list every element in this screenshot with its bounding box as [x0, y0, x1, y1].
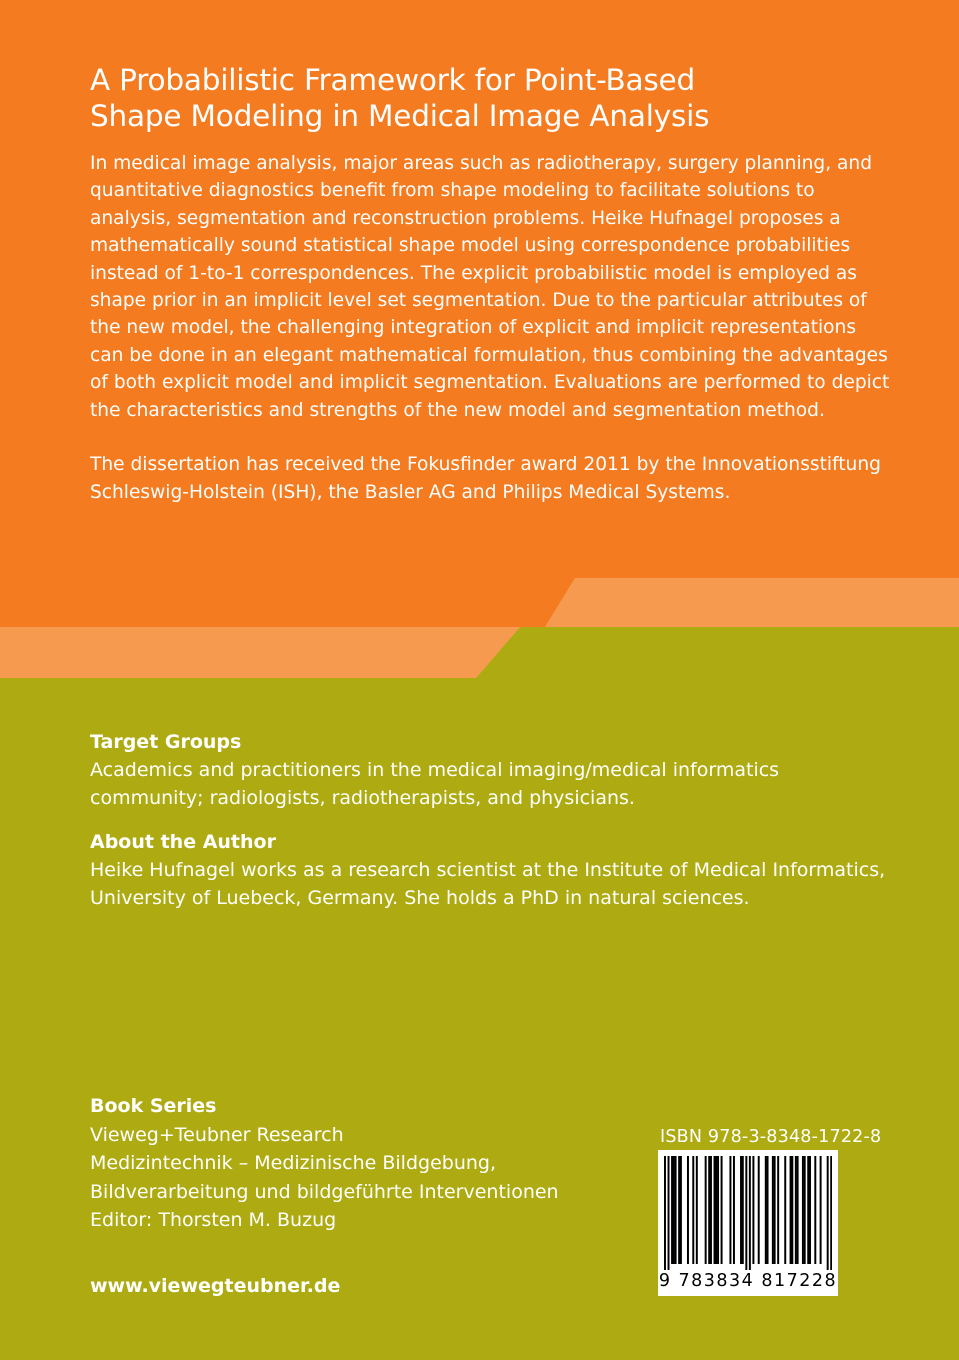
book-series-heading: Book Series	[90, 1095, 217, 1117]
barcode-bar	[749, 1156, 751, 1270]
isbn-label: ISBN 978-3-8348-1722-8	[660, 1127, 882, 1147]
book-series-line-4: Editor: Thorsten M. Buzug	[90, 1209, 337, 1231]
barcode-digits: 9 783834 817228	[658, 1271, 838, 1291]
about-author-heading: About the Author	[90, 831, 276, 853]
barcode-bar	[797, 1156, 799, 1264]
barcode-bar	[784, 1156, 786, 1264]
abstract	[90, 150, 890, 506]
barcode-bar	[708, 1156, 710, 1264]
barcode-bar	[772, 1156, 774, 1264]
barcode-bar	[765, 1156, 767, 1264]
barcode-bar	[767, 1156, 769, 1264]
barcode-bar	[827, 1156, 829, 1270]
barcode-bar	[790, 1156, 792, 1264]
barcode-bar	[758, 1156, 760, 1264]
barcode-bar	[804, 1156, 806, 1264]
barcode-bar	[752, 1156, 754, 1264]
barcode-bar	[668, 1156, 670, 1270]
barcode-bar	[705, 1156, 707, 1264]
about-author-section	[90, 828, 890, 912]
book-series-section	[90, 1092, 650, 1235]
target-groups-heading: Target Groups	[90, 731, 242, 753]
barcode-bar	[717, 1156, 719, 1264]
barcode-bar	[729, 1156, 731, 1264]
barcode-bar	[680, 1156, 682, 1264]
barcode-bar	[678, 1156, 680, 1264]
book-series-line-1: Vieweg+Teubner Research	[90, 1123, 344, 1146]
target-groups-text: Academics and practitioners in the medical imaging/medical informatics community; radiologists, radiotherapists, and physicians.	[90, 759, 780, 809]
barcode-bar	[671, 1156, 673, 1264]
book-series-line-2: Medizintechnik – Medizinische Bildgebung,	[90, 1152, 497, 1174]
light-orange-upper-band	[545, 578, 959, 627]
barcode-bar	[807, 1156, 809, 1264]
barcode-bar	[802, 1156, 804, 1264]
barcode-bar	[814, 1156, 816, 1264]
title-line-1: A Probabilistic Framework for Point-Based	[90, 63, 696, 97]
barcode-bar	[673, 1156, 675, 1264]
barcode-bar	[777, 1156, 779, 1264]
target-groups-section	[90, 728, 890, 812]
barcode-bar	[733, 1156, 735, 1264]
barcode-bar	[710, 1156, 712, 1264]
barcode-bar	[820, 1156, 822, 1264]
barcode-bar	[696, 1156, 698, 1264]
barcode-bar	[809, 1156, 811, 1264]
barcode-bar	[692, 1156, 694, 1264]
barcode-bar	[795, 1156, 797, 1264]
publisher-website[interactable]: www.viewegteubner.de	[90, 1275, 341, 1297]
abstract-paragraph-1: In medical image analysis, major areas such as radiotherapy, surgery planning, and quantitative diagnostics benefit from shape modeling to facilitate solutions to analysis, segmentation and reconstruction problems. Heike Hufnagel proposes a mathematically sound statistical shape model using correspondence probabilities instead of 1-to-1 correspondences. The explicit probabilistic model is employed as shape prior in an implicit level set segmentation. Due to the particular attributes of the new model, the challenging integration of explicit and implicit representations can be done in an elegant mathematical formulation, thus combining the advantages of both explicit model and implicit segmentation. Evaluations are performed to depict the characteristics and strengths of the new model and segmentation method.	[90, 153, 890, 421]
abstract-paragraph-2: The dissertation has received the Fokusfinder award 2011 by the Innovationsstiftung Schleswig-Holstein (ISH), the Basler AG and Philips Medical Systems.	[90, 454, 881, 503]
barcode-bar	[664, 1156, 666, 1270]
barcode	[658, 1150, 838, 1296]
book-series-line-3: Bildverarbeitung und bildgeführte Interventionen	[90, 1180, 559, 1203]
barcode-bar	[675, 1156, 677, 1264]
barcode-bars	[664, 1156, 832, 1270]
barcode-bar	[774, 1156, 776, 1264]
barcode-bar	[740, 1156, 742, 1264]
about-author-text: Heike Hufnagel works as a research scientist at the Institute of Medical Informatics, University of Luebeck, Germany. She holds a PhD in natural sciences.	[90, 859, 886, 909]
title-line-2: Shape Modeling in Medical Image Analysis	[90, 99, 710, 133]
barcode-bar	[742, 1156, 744, 1264]
barcode-bar	[721, 1156, 723, 1264]
light-orange-band	[0, 627, 520, 678]
barcode-bar	[791, 1156, 793, 1264]
book-title	[90, 62, 930, 134]
barcode-bar	[745, 1156, 747, 1270]
barcode-bar	[687, 1156, 689, 1264]
barcode-bar	[830, 1156, 832, 1270]
barcode-bar	[715, 1156, 717, 1264]
barcode-bar	[714, 1156, 716, 1264]
